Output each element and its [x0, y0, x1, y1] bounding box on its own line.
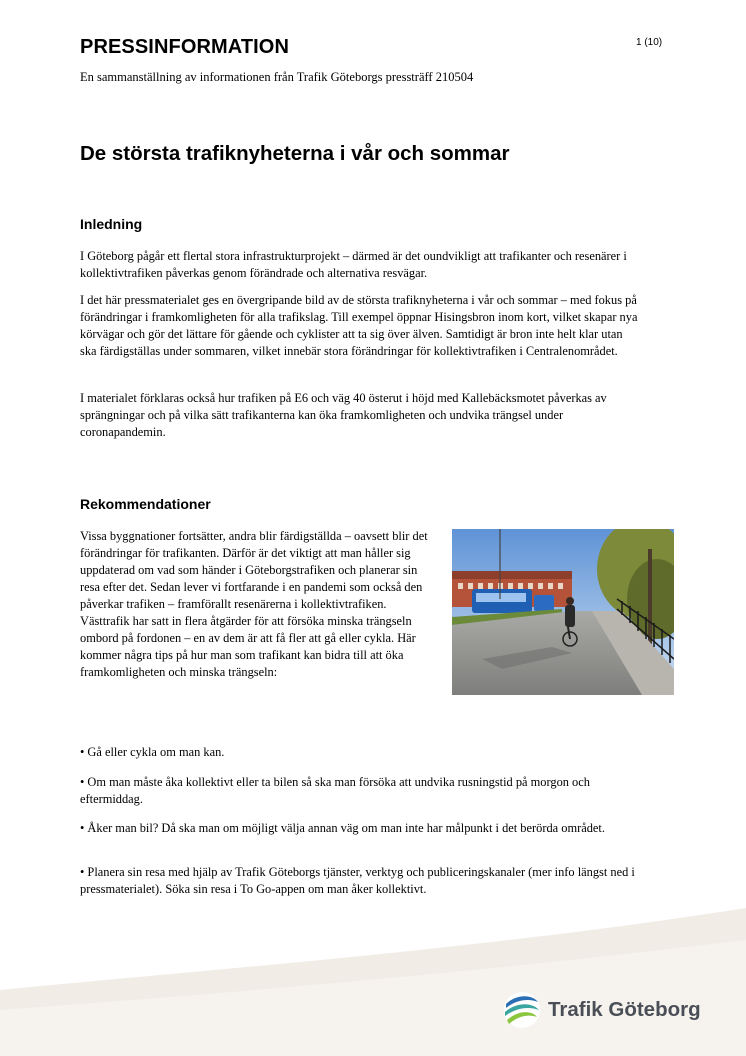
logo-mark-icon [502, 990, 542, 1030]
header-title: PRESSINFORMATION [80, 36, 290, 58]
header-subtitle: En sammanställning av informationen från Trafik Göteborgs pressträff 210504 [80, 70, 474, 84]
page-number: 1 (10) [636, 37, 663, 48]
footer-swoosh [0, 900, 746, 1056]
logo-text: Trafik Göteborg [548, 998, 701, 1021]
bullet-3: • Åker man bil? Då ska man om möjligt välja annan väg om man inte har målpunkt i det berörda området. [80, 821, 605, 835]
bullet-1: • Gå eller cykla om man kan. [80, 745, 225, 759]
recommendations-heading: Rekommendationer [80, 496, 211, 512]
bullet-2: • Om man måste åka kollektivt eller ta bilen så ska man försöka att undvika rusningstid på morgon och eftermiddag. [80, 775, 590, 806]
intro-paragraph-3: I materialet förklaras också hur trafiken på E6 och väg 40 österut i höjd med Kallebäcksmotet påverkas av sprängningar och på vilka sätt trafikanterna kan öka framkomligheten och undvika trängsel under coronapandemin. [80, 391, 607, 439]
recommendations-paragraph: Vissa byggnationer fortsätter, andra blir färdigställda – oavsett blir det förändringar för trafikanten. Därför är det viktigt att man håller sig uppdaterad om vad som händer i Göteborgstrafiken och planerar sin resa efter det. Sedan lever vi fortfarande i en pandemi som också den påverkar trafiken – framförallt resenärerna i kollektivtrafiken. Västtrafik har satt in flera åtgärder för att försöka minska trängseln ombord på fordonen – en av dem är att få fler att gå eller cykla. Här kommer några tips på hur man som trafikant kan bidra till att öka framkomligheten och minska trängseln: [80, 529, 428, 679]
cyclist-street-photo [452, 529, 674, 695]
document-title: De största trafiknyheterna i vår och sommar [80, 142, 510, 165]
trafik-goteborg-logo [502, 990, 712, 1030]
intro-heading: Inledning [80, 216, 143, 232]
intro-paragraph-1: I Göteborg pågår ett flertal stora infrastrukturprojekt – därmed är det oundvikligt att trafikanter och resenärer i kollektivtrafiken påverkas genom förändrade och alternativa resvägar. [80, 249, 627, 280]
bullet-4: • Planera sin resa med hjälp av Trafik Göteborgs tjänster, verktyg och publiceringskanaler (mer info längst ned i pressmaterialet). Söka sin resa i To Go-appen om man åker kollektivt. [80, 865, 635, 896]
intro-paragraph-2: I det här pressmaterialet ges en övergripande bild av de största trafiknyheterna i vår och sommar – med fokus på förändringar i framkomligheten för alla trafikslag. Till exempel öppnar Hisingsbron inom kort, vilket skapar nya körvägar och gör det lättare för gående och cyklister att ta sig över älven. Samtidigt är bron inte helt klar utan ska färdigställas under sommaren, vilket innebär stora förändringar för kollektivtrafiken i Centralenområdet. [80, 293, 638, 358]
